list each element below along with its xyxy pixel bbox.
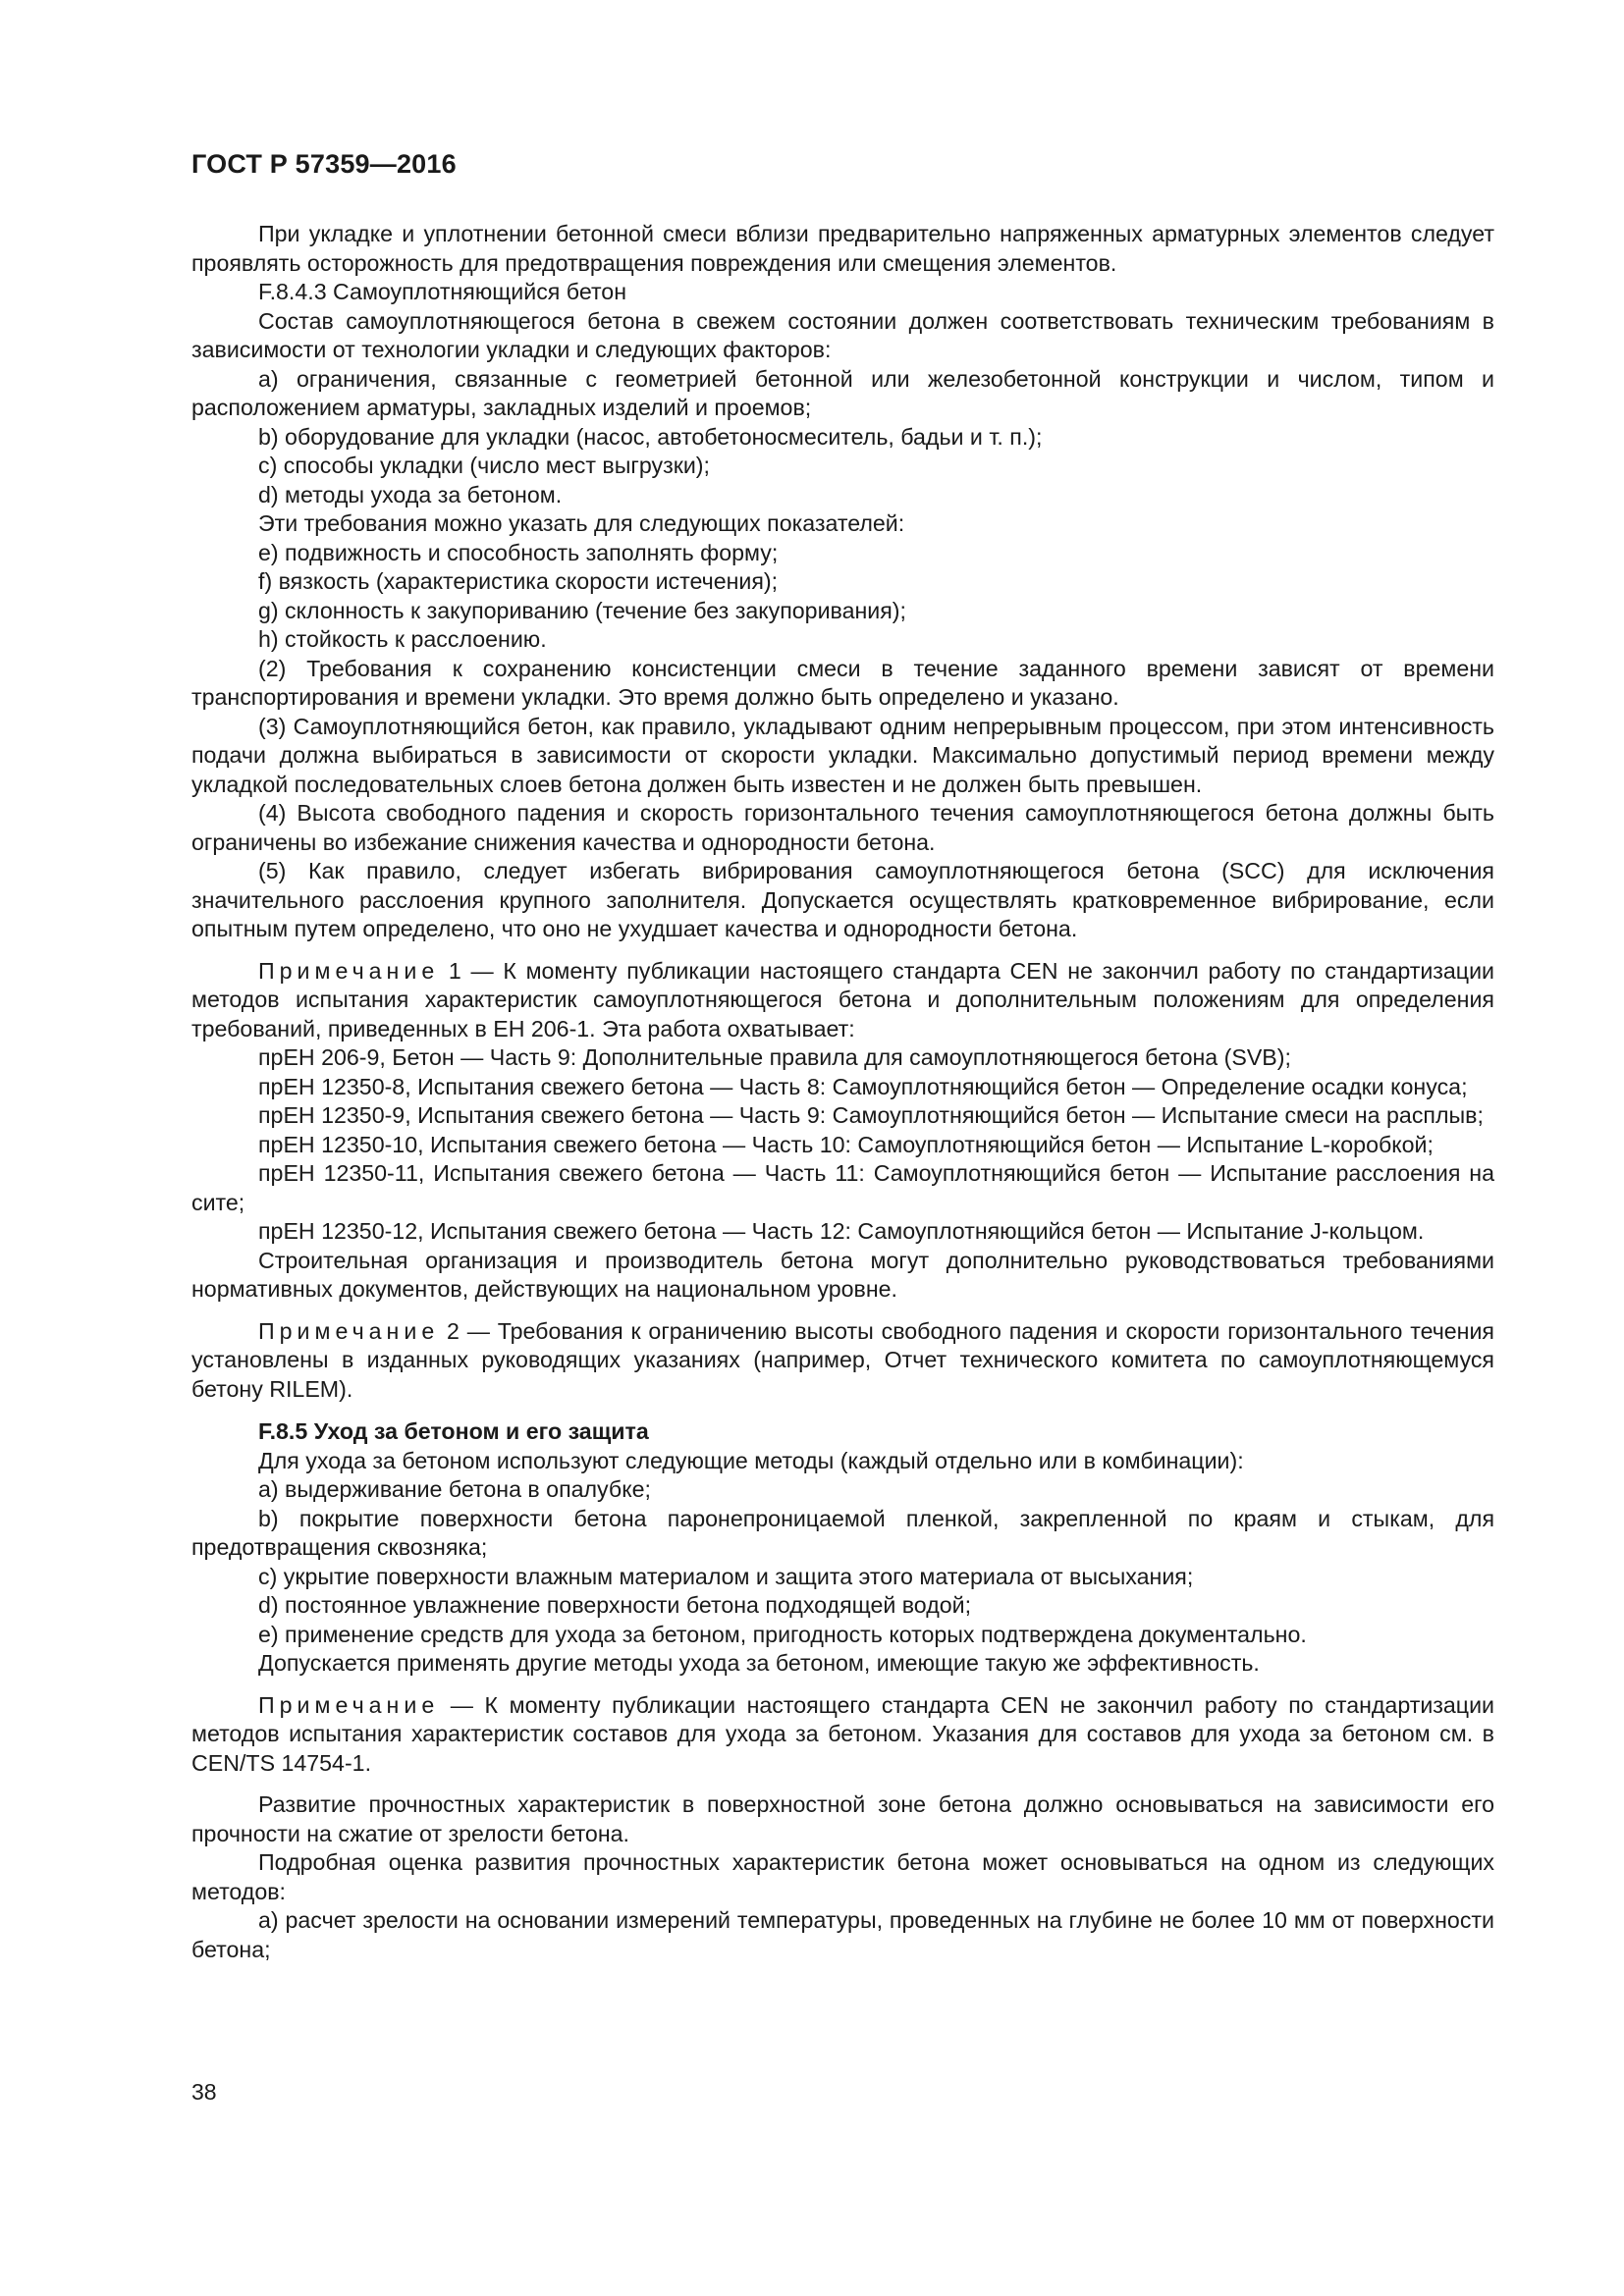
note-1	[191, 957, 1494, 1044]
paragraph: Эти требования можно указать для следующих показателей:	[258, 510, 905, 536]
paragraph: Допускается применять другие методы ухода за бетоном, имеющие такую же эффективность.	[258, 1650, 1260, 1676]
note-label: Примечание	[258, 957, 440, 984]
list-item: прЕН 12350-11, Испытания свежего бетона — Часть 11: Самоуплотняющийся бетон — Испытание расслоения на сите;	[191, 1160, 1494, 1215]
list-item: a) выдерживание бетона в опалубке;	[258, 1476, 651, 1502]
paragraph: Строительная организация и производитель бетона могут дополнительно руководствоваться требованиями нормативных документов, действующих на национальном уровне.	[191, 1247, 1494, 1302]
section-heading: F.8.5 Уход за бетоном и его защита	[258, 1418, 649, 1444]
paragraph: Состав самоуплотняющегося бетона в свежем состоянии должен соответствовать техническим требованиям в зависимости от технологии укладки и следующих факторов:	[191, 307, 1494, 362]
list-item: f) вязкость (характеристика скорости истечения);	[258, 568, 779, 594]
note-label: Примечание	[258, 1317, 440, 1344]
standard-header: ГОСТ Р 57359—2016	[191, 149, 457, 179]
list-item: e) подвижность и способность заполнять форму;	[258, 539, 779, 565]
note-2	[191, 1317, 1494, 1405]
paragraph: Развитие прочностных характеристик в поверхностной зоне бетона должно основываться на зависимости его прочности на сжатие от зрелости бетона.	[191, 1791, 1494, 1846]
list-item: прЕН 206-9, Бетон — Часть 9: Дополнительные правила для самоуплотняющегося бетона (SVB);	[258, 1044, 1291, 1070]
list-item: прЕН 12350-10, Испытания свежего бетона — Часть 10: Самоуплотняющийся бетон — Испытание L-коробкой;	[258, 1131, 1434, 1157]
list-item: прЕН 12350-9, Испытания свежего бетона — Часть 9: Самоуплотняющийся бетон — Испытание смеси на расплыв;	[258, 1102, 1484, 1128]
note-text: — К моменту публикации настоящего стандарта CEN не закончил работу по стандартизации методов испытания характеристик составов для ухода за бетоном. Указания для составов для ухода за бетоном см. в CEN/TS 14754-1.	[191, 1691, 1494, 1776]
list-item: b) покрытие поверхности бетона паронепроницаемой пленкой, закрепленной по краям и стыкам, для предотвращения сквозняка;	[191, 1505, 1494, 1560]
list-item: a) ограничения, связанные с геометрией бетонной или железобетонной конструкции и числом, типом и расположением арматуры, закладных изделий и проемов;	[191, 365, 1494, 420]
note-3	[191, 1691, 1494, 1779]
note-label: Примечание	[258, 1691, 440, 1718]
list-item: h) стойкость к расслоению.	[258, 626, 547, 652]
paragraph: Подробная оценка развития прочностных характеристик бетона может основываться на одном из следующих методов:	[191, 1849, 1494, 1904]
list-item: b) оборудование для укладки (насос, автобетоносмеситель, бадьи и т. п.);	[258, 423, 1043, 450]
paragraph: (2) Требования к сохранению консистенции смеси в течение заданного времени зависят от времени транспортирования и времени укладки. Это время должно быть определено и указано.	[191, 655, 1494, 710]
note-text: 2 — Требования к ограничению высоты свободного падения и скорости горизонтального течения установлены в изданных руководящих указаниях (например, Отчет технического комитета по самоуплотняющемуся бетону RILEM).	[191, 1317, 1494, 1402]
paragraph: При укладке и уплотнении бетонной смеси вблизи предварительно напряженных арматурных элементов следует проявлять осторожность для предотвращения повреждения или смещения элементов.	[191, 221, 1494, 276]
paragraph: (3) Самоуплотняющийся бетон, как правило, укладывают одним непрерывным процессом, при этом интенсивность подачи должна выбираться в зависимости от скорости укладки. Максимально допустимый период времени между укладкой последовательных слоев бетона должен быть известен и не должен быть превышен.	[191, 713, 1494, 797]
subsection-title: F.8.4.3 Самоуплотняющийся бетон	[258, 279, 627, 304]
list-item: c) укрытие поверхности влажным материалом и защита этого материала от высыхания;	[258, 1563, 1194, 1589]
list-item: прЕН 12350-12, Испытания свежего бетона — Часть 12: Самоуплотняющийся бетон — Испытание J-кольцом.	[258, 1218, 1425, 1244]
page-number: 38	[191, 2079, 217, 2105]
list-item: d) методы ухода за бетоном.	[258, 481, 563, 507]
list-item: d) постоянное увлажнение поверхности бетона подходящей водой;	[258, 1592, 972, 1618]
list-item: прЕН 12350-8, Испытания свежего бетона — Часть 8: Самоуплотняющийся бетон — Определение осадки конуса;	[258, 1073, 1468, 1099]
paragraph: (5) Как правило, следует избегать вибрирования самоуплотняющегося бетона (SCC) для исключения значительного расслоения крупного заполнителя. Допускается осуществлять кратковременное вибрирование, если опытным путем определено, что оно не ухудшает качества и однородности бетона.	[191, 858, 1494, 941]
list-item: e) применение средств для ухода за бетоном, пригодность которых подтверждена документально.	[258, 1621, 1307, 1647]
list-item: g) склонность к закупориванию (течение без закупоривания);	[258, 597, 906, 623]
list-item: c) способы укладки (число мест выгрузки);	[258, 453, 710, 478]
note-text: 1 — К моменту публикации настоящего стандарта CEN не закончил работу по стандартизации методов испытания характеристик самоуплотняющегося бетона и дополнительным положениям для определения требований, приведенных в ЕН 206-1. Эта работа охватывает:	[191, 957, 1494, 1041]
document-body	[191, 220, 1494, 1964]
paragraph: Для ухода за бетоном используют следующие методы (каждый отдельно или в комбинации):	[258, 1447, 1244, 1473]
list-item: a) расчет зрелости на основании измерений температуры, проведенных на глубине не более 10 мм от поверхности бетона;	[191, 1907, 1494, 1962]
paragraph: (4) Высота свободного падения и скорость горизонтального течения самоуплотняющегося бетона должны быть ограничены во избежание снижения качества и однородности бетона.	[191, 800, 1494, 855]
